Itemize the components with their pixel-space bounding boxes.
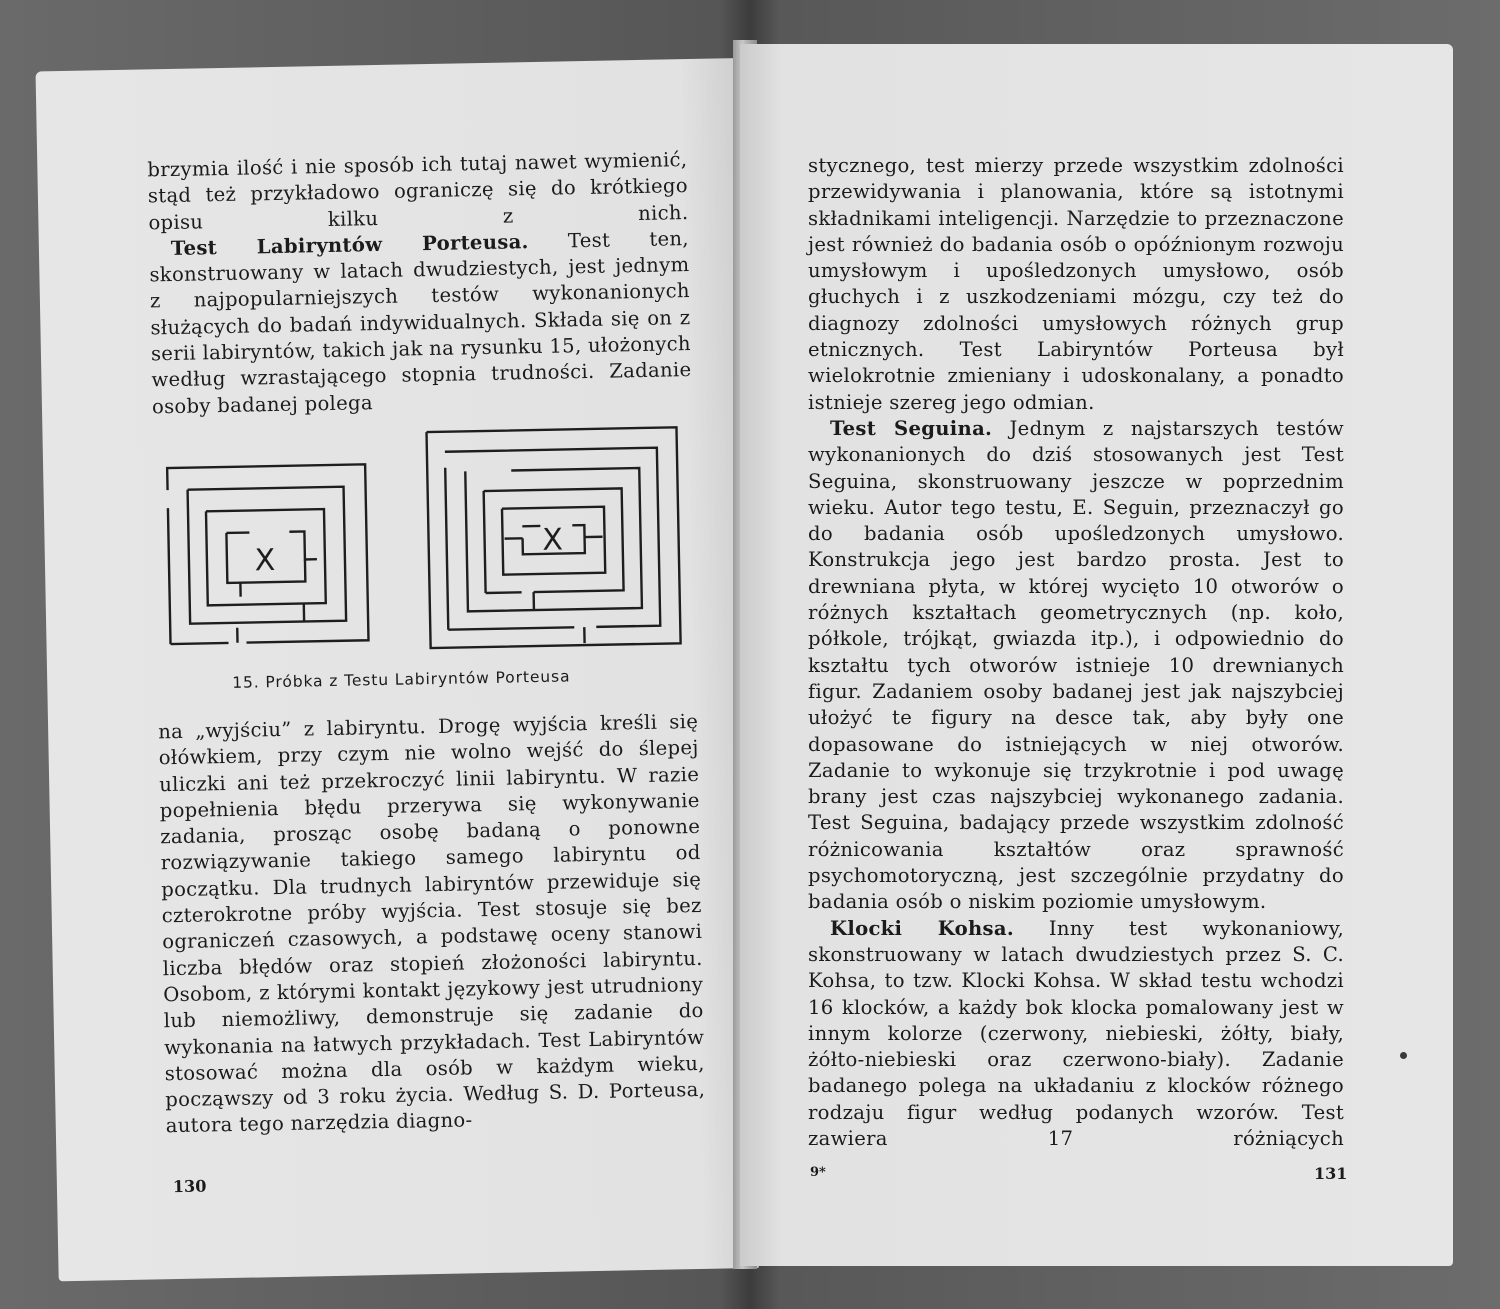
paragraph-maze-exit: na „wyjściu” z labiryntu. Drogę wyjścia kreśli się ołówkiem, przy czym nie wolno wejść do ślepej uliczki ani też przekroczyć linii labiryntu. W razie popełnienia błędu przerywa się wykonywanie zadania, prosząc osobę badaną o ponowne rozwiązywanie takiego samego labiryntu od początku. Dla trudnych labiryntów przewiduje się czterokrotne próby wyjścia. Test stosuje się bez ograniczeń czasowych, a podstawę oceny stanowi liczba błędów oraz stopień złożoności labiryntu. Osobom, z którymi kontakt językowy jest utrudniony lub niemożliwy, demonstruje się zadanie do wykonania na łatwych przykładach. Test Labiryntów stosować można dla osób w każdym wieku, począwszy od 3 roku życia. Według S. D. Porteusa, autora tego narzędzia diagno- (157, 709, 706, 1138)
signature-mark: 9* (810, 1165, 826, 1180)
figure-caption: 15. Próbka z Testu Labiryntów Porteusa (232, 667, 571, 692)
maze-figure-small (163, 460, 372, 653)
left-text-top (147, 147, 692, 420)
maze-small-x-label: X (254, 543, 276, 579)
page-number-left: 130 (172, 1176, 207, 1197)
speck-mark (1400, 1052, 1407, 1059)
heading-porteus: Test Labiryntów Porteusa. (170, 230, 529, 260)
paragraph-porteus-continued: stycznego, test mierzy przede wszystkim zdolności przewidywania i planowania, które są istotnymi składnikami inteligencji. Narzędzie to przeznaczone jest również do badania osób o opóźnionym rozwoju umysłowym i upośledzonych umysłowo, osób głuchych i z uszkodzeniami mózgu, czy też do diagnozy zdolności umysłowych różnych grup etnicznych. Test Labiryntów Porteusa był wielokrotnie zmieniany i udoskonalany, a ponadto istnieje szereg jego odmian. (808, 154, 1344, 414)
paragraph-porteus-body: Test ten, skonstruowany w latach dwudziestych, jest jednym z najpopularniejszych testów wykonanionych służących do badań indywidualnych. Składa się on z serii labiryntów, takich jak na rysunku 15, ułożonych według wzrastającego stopnia trudności. Zadanie osoby badanej polega (149, 226, 692, 419)
paragraph-continuation: brzymia ilość i nie sposób ich tutaj nawet wymienić, stąd też przykładowo ograniczę się do krótkiego opisu kilku z nich. (147, 148, 689, 235)
right-page (740, 44, 1453, 1266)
paragraph-seguin-body: Jednym z najstarszych testów wykonanionych do dziś stosowanych jest Test Seguina, skonstruowany jeszcze w poprzednim wieku. Autor tego testu, E. Seguin, przeznaczył go do badania osób upośledzonych umysłowo. Konstrukcja jego jest bardzo prosta. Jest to drewniana płyta, w której wycięto 10 otworów o różnych kształtach geometrycznych (np. koło, półkole, trójkąt, gwiazda itp.), i odpowiednio do kształtu tych otworów istnieje 10 drewnianych figur. Zadaniem osoby badanej jest jak najszybciej ułożyć te figury na desce tak, aby były one dopasowane do istniejących w niej otworów. Zadanie to wykonuje się trzykrotnie i pod uwagę brany jest czas najszybciej wykonanego zadania. Test Seguina, badający przede wszystkim zdolność różnicowania kształtów oraz sprawność psychomotoryczną, jest szczególnie przydatny do badania osób o niskim poziomie umysłowym. (808, 416, 1344, 914)
heading-kohs: Klocki Kohsa. (830, 916, 1015, 940)
paragraph-kohs (808, 916, 1344, 1153)
paragraph-kohs-body: Inny test wykonaniowy, skonstruowany w latach dwudziestych przez S. C. Kohsa, to tzw. Klocki Kohsa. W skład testu wchodzi 16 klocków, a każdy bok klocka pomalowany jest w innym kolorze (czerwony, niebieski, żółty, biały, żółto-niebieski oraz czerwono-biały). Zadanie badanego polega na układaniu z klocków różnego rodzaju figur według podanych wzorów. Test zawiera 17 różniących (808, 916, 1344, 1150)
maze-figure-big (420, 423, 684, 657)
left-text-bottom (158, 709, 706, 1140)
right-text (808, 153, 1344, 1152)
left-page (36, 58, 759, 1281)
paragraph-seguin (808, 416, 1344, 916)
maze-big-x-label: X (541, 522, 564, 558)
heading-seguin: Test Seguina. (830, 416, 993, 440)
page-number-right: 131 (1314, 1164, 1348, 1183)
paragraph-porteus (149, 226, 692, 420)
